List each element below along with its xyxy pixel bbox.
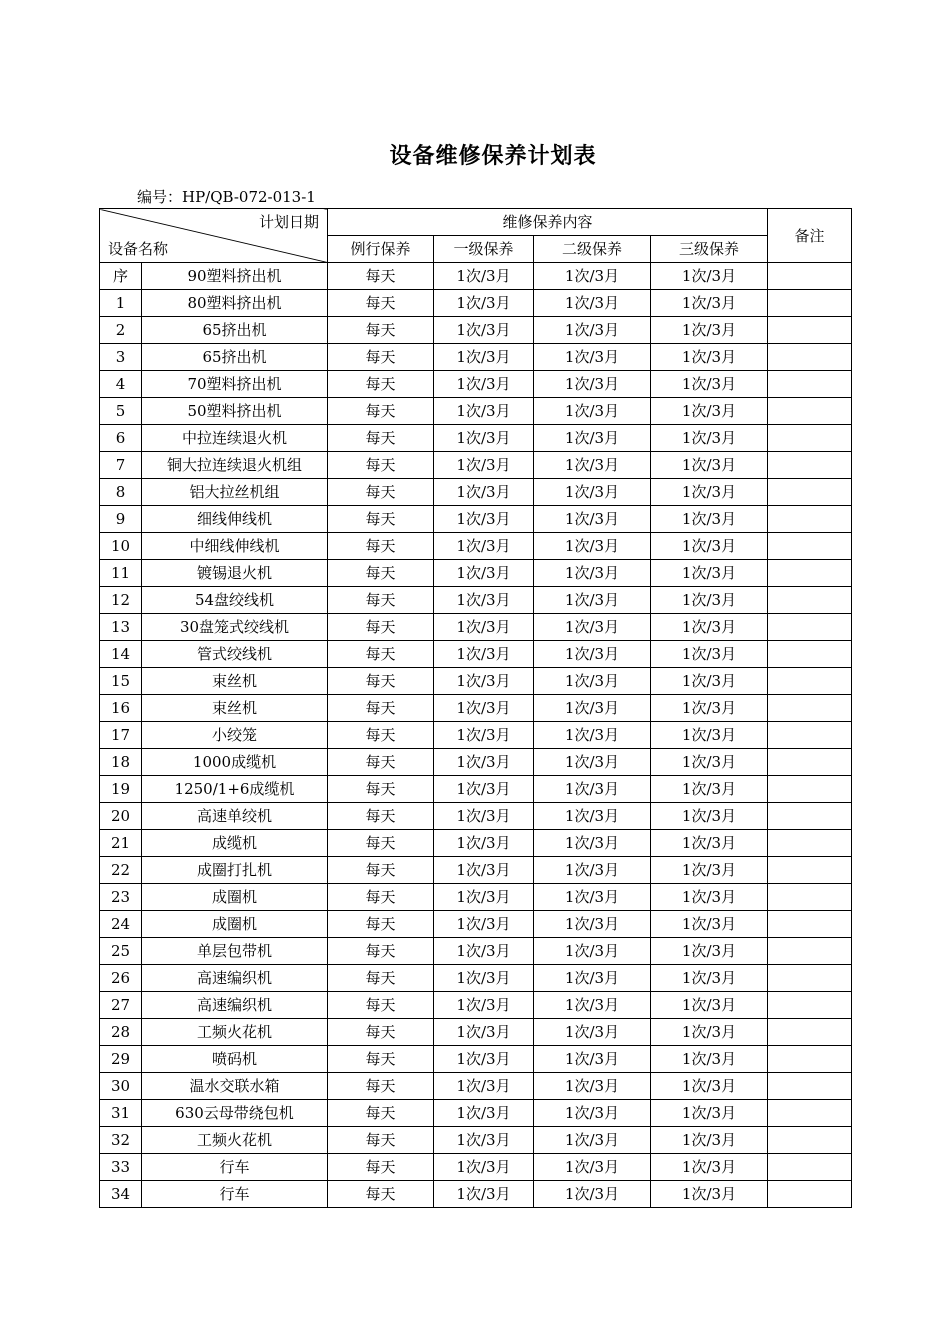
row-number-cell: 21 <box>100 830 142 857</box>
level1-maintenance-cell: 1次/3月 <box>434 1154 534 1181</box>
routine-maintenance-cell: 每天 <box>328 263 434 290</box>
table-row <box>100 533 852 560</box>
table-row <box>100 317 852 344</box>
level2-maintenance-cell: 1次/3月 <box>534 263 651 290</box>
table-row <box>100 290 852 317</box>
level3-maintenance-cell: 1次/3月 <box>651 614 768 641</box>
level2-maintenance-cell: 1次/3月 <box>534 290 651 317</box>
remark-cell <box>768 533 852 560</box>
remark-cell <box>768 776 852 803</box>
row-number-cell: 28 <box>100 1019 142 1046</box>
row-number-cell: 4 <box>100 371 142 398</box>
remark-cell <box>768 263 852 290</box>
level1-maintenance-cell: 1次/3月 <box>434 1100 534 1127</box>
level2-maintenance-cell: 1次/3月 <box>534 1019 651 1046</box>
row-number-cell: 序 <box>100 263 142 290</box>
equipment-name-cell: 工频火花机 <box>142 1019 328 1046</box>
table-row <box>100 263 852 290</box>
remarks-header: 备注 <box>768 209 852 263</box>
level3-maintenance-cell: 1次/3月 <box>651 776 768 803</box>
remark-cell <box>768 722 852 749</box>
table-row <box>100 1073 852 1100</box>
level3-maintenance-cell: 1次/3月 <box>651 452 768 479</box>
remark-cell <box>768 911 852 938</box>
level2-maintenance-cell: 1次/3月 <box>534 452 651 479</box>
equipment-name-cell: 行车 <box>142 1154 328 1181</box>
equipment-name-cell: 高速单绞机 <box>142 803 328 830</box>
routine-maintenance-cell: 每天 <box>328 479 434 506</box>
level2-maintenance-cell: 1次/3月 <box>534 1046 651 1073</box>
level3-maintenance-cell: 1次/3月 <box>651 587 768 614</box>
remark-cell <box>768 857 852 884</box>
level2-maintenance-cell: 1次/3月 <box>534 776 651 803</box>
level1-maintenance-cell: 1次/3月 <box>434 1127 534 1154</box>
level2-maintenance-cell: 1次/3月 <box>534 344 651 371</box>
remark-cell <box>768 290 852 317</box>
level2-maintenance-cell: 1次/3月 <box>534 614 651 641</box>
routine-header: 例行保养 <box>328 236 434 263</box>
routine-maintenance-cell: 每天 <box>328 1046 434 1073</box>
row-number-cell: 26 <box>100 965 142 992</box>
table-row <box>100 587 852 614</box>
level2-maintenance-cell: 1次/3月 <box>534 1154 651 1181</box>
equipment-name-cell: 镀锡退火机 <box>142 560 328 587</box>
remark-cell <box>768 830 852 857</box>
routine-maintenance-cell: 每天 <box>328 1019 434 1046</box>
row-number-cell: 14 <box>100 641 142 668</box>
header-row-1 <box>100 209 852 236</box>
table-row <box>100 452 852 479</box>
level3-maintenance-cell: 1次/3月 <box>651 1154 768 1181</box>
level2-maintenance-cell: 1次/3月 <box>534 560 651 587</box>
level3-maintenance-cell: 1次/3月 <box>651 1073 768 1100</box>
remark-cell <box>768 425 852 452</box>
remark-cell <box>768 1181 852 1208</box>
level3-maintenance-cell: 1次/3月 <box>651 560 768 587</box>
level2-maintenance-cell: 1次/3月 <box>534 992 651 1019</box>
equipment-name-cell: 喷码机 <box>142 1046 328 1073</box>
level3-maintenance-cell: 1次/3月 <box>651 290 768 317</box>
level3-maintenance-cell: 1次/3月 <box>651 803 768 830</box>
level3-maintenance-cell: 1次/3月 <box>651 479 768 506</box>
level3-maintenance-cell: 1次/3月 <box>651 533 768 560</box>
equipment-name-cell: 成圈机 <box>142 884 328 911</box>
level3-maintenance-cell: 1次/3月 <box>651 992 768 1019</box>
remark-cell <box>768 1127 852 1154</box>
level2-maintenance-cell: 1次/3月 <box>534 425 651 452</box>
equipment-name-cell: 铜大拉连续退火机组 <box>142 452 328 479</box>
level3-maintenance-cell: 1次/3月 <box>651 938 768 965</box>
level3-maintenance-cell: 1次/3月 <box>651 371 768 398</box>
level2-maintenance-cell: 1次/3月 <box>534 317 651 344</box>
routine-maintenance-cell: 每天 <box>328 317 434 344</box>
level1-maintenance-cell: 1次/3月 <box>434 992 534 1019</box>
row-number-cell: 32 <box>100 1127 142 1154</box>
plan-date-header: 计划日期 <box>258 213 319 231</box>
level1-maintenance-cell: 1次/3月 <box>434 938 534 965</box>
table-row <box>100 857 852 884</box>
table-row <box>100 830 852 857</box>
remark-cell <box>768 1019 852 1046</box>
row-number-cell: 1 <box>100 290 142 317</box>
row-number-cell: 16 <box>100 695 142 722</box>
level3-maintenance-cell: 1次/3月 <box>651 1046 768 1073</box>
level1-maintenance-cell: 1次/3月 <box>434 1046 534 1073</box>
level1-maintenance-cell: 1次/3月 <box>434 317 534 344</box>
level1-maintenance-cell: 1次/3月 <box>434 614 534 641</box>
level2-maintenance-cell: 1次/3月 <box>534 641 651 668</box>
routine-maintenance-cell: 每天 <box>328 641 434 668</box>
remark-cell <box>768 398 852 425</box>
table-row <box>100 884 852 911</box>
level2-maintenance-cell: 1次/3月 <box>534 938 651 965</box>
remark-cell <box>768 668 852 695</box>
row-number-cell: 24 <box>100 911 142 938</box>
equipment-name-cell: 管式绞线机 <box>142 641 328 668</box>
level2-maintenance-cell: 1次/3月 <box>534 1100 651 1127</box>
row-number-cell: 19 <box>100 776 142 803</box>
table-row <box>100 344 852 371</box>
routine-maintenance-cell: 每天 <box>328 992 434 1019</box>
level2-maintenance-cell: 1次/3月 <box>534 749 651 776</box>
table-row <box>100 425 852 452</box>
level2-maintenance-cell: 1次/3月 <box>534 884 651 911</box>
level1-maintenance-cell: 1次/3月 <box>434 911 534 938</box>
remark-cell <box>768 506 852 533</box>
level2-maintenance-cell: 1次/3月 <box>534 1073 651 1100</box>
equipment-name-cell: 高速编织机 <box>142 965 328 992</box>
row-number-cell: 27 <box>100 992 142 1019</box>
level2-maintenance-cell: 1次/3月 <box>534 830 651 857</box>
row-number-cell: 7 <box>100 452 142 479</box>
level1-maintenance-cell: 1次/3月 <box>434 722 534 749</box>
level1-maintenance-cell: 1次/3月 <box>434 1019 534 1046</box>
equipment-name-cell: 90塑料挤出机 <box>142 263 328 290</box>
equipment-name-cell: 中拉连续退火机 <box>142 425 328 452</box>
routine-maintenance-cell: 每天 <box>328 1181 434 1208</box>
routine-maintenance-cell: 每天 <box>328 830 434 857</box>
equipment-name-cell: 65挤出机 <box>142 317 328 344</box>
level2-maintenance-cell: 1次/3月 <box>534 398 651 425</box>
equipment-name-cell: 成圈打扎机 <box>142 857 328 884</box>
equipment-name-cell: 单层包带机 <box>142 938 328 965</box>
equipment-name-cell: 高速编织机 <box>142 992 328 1019</box>
level3-maintenance-cell: 1次/3月 <box>651 317 768 344</box>
level1-maintenance-cell: 1次/3月 <box>434 506 534 533</box>
remark-cell <box>768 641 852 668</box>
routine-maintenance-cell: 每天 <box>328 668 434 695</box>
equipment-name-cell: 70塑料挤出机 <box>142 371 328 398</box>
equipment-name-cell: 成圈机 <box>142 911 328 938</box>
maintenance-content-header: 维修保养内容 <box>328 209 768 236</box>
level1-header: 一级保养 <box>434 236 534 263</box>
table-row <box>100 614 852 641</box>
level3-maintenance-cell: 1次/3月 <box>651 1127 768 1154</box>
table-row <box>100 506 852 533</box>
level3-maintenance-cell: 1次/3月 <box>651 884 768 911</box>
level1-maintenance-cell: 1次/3月 <box>434 965 534 992</box>
routine-maintenance-cell: 每天 <box>328 398 434 425</box>
equipment-name-cell: 54盘绞线机 <box>142 587 328 614</box>
routine-maintenance-cell: 每天 <box>328 533 434 560</box>
routine-maintenance-cell: 每天 <box>328 560 434 587</box>
table-row <box>100 1019 852 1046</box>
level2-maintenance-cell: 1次/3月 <box>534 911 651 938</box>
level3-maintenance-cell: 1次/3月 <box>651 911 768 938</box>
level3-maintenance-cell: 1次/3月 <box>651 506 768 533</box>
level2-maintenance-cell: 1次/3月 <box>534 1181 651 1208</box>
equipment-name-cell: 1000成缆机 <box>142 749 328 776</box>
table-row <box>100 668 852 695</box>
remark-cell <box>768 1100 852 1127</box>
table-row <box>100 992 852 1019</box>
level2-maintenance-cell: 1次/3月 <box>534 803 651 830</box>
level3-maintenance-cell: 1次/3月 <box>651 263 768 290</box>
routine-maintenance-cell: 每天 <box>328 938 434 965</box>
equipment-name-cell: 束丝机 <box>142 695 328 722</box>
remark-cell <box>768 938 852 965</box>
equipment-name-cell: 成缆机 <box>142 830 328 857</box>
routine-maintenance-cell: 每天 <box>328 911 434 938</box>
routine-maintenance-cell: 每天 <box>328 587 434 614</box>
table-row <box>100 560 852 587</box>
routine-maintenance-cell: 每天 <box>328 1100 434 1127</box>
level3-maintenance-cell: 1次/3月 <box>651 830 768 857</box>
equipment-name-cell: 行车 <box>142 1181 328 1208</box>
level3-maintenance-cell: 1次/3月 <box>651 1100 768 1127</box>
level3-maintenance-cell: 1次/3月 <box>651 425 768 452</box>
equipment-name-cell: 50塑料挤出机 <box>142 398 328 425</box>
remark-cell <box>768 965 852 992</box>
level1-maintenance-cell: 1次/3月 <box>434 776 534 803</box>
page-title: 设备维修保养计划表 <box>389 144 597 169</box>
diagonal-header-cell <box>100 209 328 263</box>
level1-maintenance-cell: 1次/3月 <box>434 695 534 722</box>
equipment-name-cell: 小绞笼 <box>142 722 328 749</box>
routine-maintenance-cell: 每天 <box>328 371 434 398</box>
level2-maintenance-cell: 1次/3月 <box>534 587 651 614</box>
level2-header: 二级保养 <box>534 236 651 263</box>
row-number-cell: 8 <box>100 479 142 506</box>
equipment-name-cell: 630云母带绕包机 <box>142 1100 328 1127</box>
row-number-cell: 20 <box>100 803 142 830</box>
equipment-name-header: 设备名称 <box>108 240 169 258</box>
level1-maintenance-cell: 1次/3月 <box>434 803 534 830</box>
level3-maintenance-cell: 1次/3月 <box>651 749 768 776</box>
row-number-cell: 15 <box>100 668 142 695</box>
routine-maintenance-cell: 每天 <box>328 344 434 371</box>
level1-maintenance-cell: 1次/3月 <box>434 1181 534 1208</box>
document-number: 编号：HP/QB-072-013-1 <box>137 188 316 206</box>
remark-cell <box>768 1154 852 1181</box>
row-number-cell: 30 <box>100 1073 142 1100</box>
level3-maintenance-cell: 1次/3月 <box>651 722 768 749</box>
level1-maintenance-cell: 1次/3月 <box>434 479 534 506</box>
row-number-cell: 22 <box>100 857 142 884</box>
equipment-name-cell: 铝大拉丝机组 <box>142 479 328 506</box>
row-number-cell: 6 <box>100 425 142 452</box>
table-row <box>100 398 852 425</box>
table-row <box>100 722 852 749</box>
row-number-cell: 10 <box>100 533 142 560</box>
table-row <box>100 965 852 992</box>
routine-maintenance-cell: 每天 <box>328 1073 434 1100</box>
remark-cell <box>768 614 852 641</box>
level3-maintenance-cell: 1次/3月 <box>651 965 768 992</box>
table-row <box>100 1127 852 1154</box>
remark-cell <box>768 560 852 587</box>
level3-maintenance-cell: 1次/3月 <box>651 344 768 371</box>
level2-maintenance-cell: 1次/3月 <box>534 695 651 722</box>
level1-maintenance-cell: 1次/3月 <box>434 398 534 425</box>
equipment-name-cell: 80塑料挤出机 <box>142 290 328 317</box>
equipment-name-cell: 30盘笼式绞线机 <box>142 614 328 641</box>
row-number-cell: 5 <box>100 398 142 425</box>
level1-maintenance-cell: 1次/3月 <box>434 1073 534 1100</box>
level1-maintenance-cell: 1次/3月 <box>434 452 534 479</box>
table-row <box>100 1154 852 1181</box>
table-row <box>100 938 852 965</box>
routine-maintenance-cell: 每天 <box>328 695 434 722</box>
equipment-name-cell: 1250/1+6成缆机 <box>142 776 328 803</box>
equipment-name-cell: 工频火花机 <box>142 1127 328 1154</box>
table-row <box>100 1100 852 1127</box>
table-row <box>100 911 852 938</box>
remark-cell <box>768 884 852 911</box>
row-number-cell: 31 <box>100 1100 142 1127</box>
row-number-cell: 29 <box>100 1046 142 1073</box>
row-number-cell: 17 <box>100 722 142 749</box>
table-row <box>100 749 852 776</box>
level2-maintenance-cell: 1次/3月 <box>534 479 651 506</box>
row-number-cell: 23 <box>100 884 142 911</box>
remark-cell <box>768 803 852 830</box>
routine-maintenance-cell: 每天 <box>328 1154 434 1181</box>
level1-maintenance-cell: 1次/3月 <box>434 884 534 911</box>
table-row <box>100 479 852 506</box>
level2-maintenance-cell: 1次/3月 <box>534 857 651 884</box>
level2-maintenance-cell: 1次/3月 <box>534 533 651 560</box>
level3-header: 三级保养 <box>651 236 768 263</box>
routine-maintenance-cell: 每天 <box>328 857 434 884</box>
remark-cell <box>768 695 852 722</box>
level2-maintenance-cell: 1次/3月 <box>534 1127 651 1154</box>
routine-maintenance-cell: 每天 <box>328 749 434 776</box>
remark-cell <box>768 1046 852 1073</box>
table-row <box>100 803 852 830</box>
level3-maintenance-cell: 1次/3月 <box>651 1019 768 1046</box>
level1-maintenance-cell: 1次/3月 <box>434 641 534 668</box>
level1-maintenance-cell: 1次/3月 <box>434 830 534 857</box>
row-number-cell: 11 <box>100 560 142 587</box>
level3-maintenance-cell: 1次/3月 <box>651 695 768 722</box>
table-row <box>100 371 852 398</box>
level1-maintenance-cell: 1次/3月 <box>434 560 534 587</box>
level1-maintenance-cell: 1次/3月 <box>434 668 534 695</box>
remark-cell <box>768 371 852 398</box>
equipment-name-cell: 65挤出机 <box>142 344 328 371</box>
level1-maintenance-cell: 1次/3月 <box>434 587 534 614</box>
level3-maintenance-cell: 1次/3月 <box>651 398 768 425</box>
row-number-cell: 33 <box>100 1154 142 1181</box>
row-number-cell: 34 <box>100 1181 142 1208</box>
row-number-cell: 25 <box>100 938 142 965</box>
equipment-name-cell: 细线伸线机 <box>142 506 328 533</box>
routine-maintenance-cell: 每天 <box>328 425 434 452</box>
level1-maintenance-cell: 1次/3月 <box>434 290 534 317</box>
routine-maintenance-cell: 每天 <box>328 506 434 533</box>
level2-maintenance-cell: 1次/3月 <box>534 722 651 749</box>
table-row <box>100 776 852 803</box>
row-number-cell: 3 <box>100 344 142 371</box>
level3-maintenance-cell: 1次/3月 <box>651 857 768 884</box>
level2-maintenance-cell: 1次/3月 <box>534 371 651 398</box>
level3-maintenance-cell: 1次/3月 <box>651 1181 768 1208</box>
routine-maintenance-cell: 每天 <box>328 614 434 641</box>
row-number-cell: 2 <box>100 317 142 344</box>
maintenance-plan-table <box>99 208 852 1208</box>
row-number-cell: 13 <box>100 614 142 641</box>
row-number-cell: 18 <box>100 749 142 776</box>
routine-maintenance-cell: 每天 <box>328 452 434 479</box>
table-row <box>100 1046 852 1073</box>
level1-maintenance-cell: 1次/3月 <box>434 425 534 452</box>
routine-maintenance-cell: 每天 <box>328 722 434 749</box>
level2-maintenance-cell: 1次/3月 <box>534 668 651 695</box>
remark-cell <box>768 1073 852 1100</box>
remark-cell <box>768 452 852 479</box>
remark-cell <box>768 344 852 371</box>
level1-maintenance-cell: 1次/3月 <box>434 749 534 776</box>
equipment-name-cell: 中细线伸线机 <box>142 533 328 560</box>
level3-maintenance-cell: 1次/3月 <box>651 641 768 668</box>
table-row <box>100 1181 852 1208</box>
routine-maintenance-cell: 每天 <box>328 1127 434 1154</box>
row-number-cell: 9 <box>100 506 142 533</box>
level2-maintenance-cell: 1次/3月 <box>534 965 651 992</box>
level1-maintenance-cell: 1次/3月 <box>434 371 534 398</box>
remark-cell <box>768 479 852 506</box>
level3-maintenance-cell: 1次/3月 <box>651 668 768 695</box>
table-row <box>100 641 852 668</box>
remark-cell <box>768 587 852 614</box>
level1-maintenance-cell: 1次/3月 <box>434 344 534 371</box>
routine-maintenance-cell: 每天 <box>328 884 434 911</box>
table-row <box>100 695 852 722</box>
level1-maintenance-cell: 1次/3月 <box>434 263 534 290</box>
level2-maintenance-cell: 1次/3月 <box>534 506 651 533</box>
level1-maintenance-cell: 1次/3月 <box>434 533 534 560</box>
level1-maintenance-cell: 1次/3月 <box>434 857 534 884</box>
routine-maintenance-cell: 每天 <box>328 803 434 830</box>
equipment-name-cell: 温水交联水箱 <box>142 1073 328 1100</box>
routine-maintenance-cell: 每天 <box>328 965 434 992</box>
remark-cell <box>768 317 852 344</box>
remark-cell <box>768 749 852 776</box>
routine-maintenance-cell: 每天 <box>328 776 434 803</box>
remark-cell <box>768 992 852 1019</box>
routine-maintenance-cell: 每天 <box>328 290 434 317</box>
equipment-name-cell: 束丝机 <box>142 668 328 695</box>
row-number-cell: 12 <box>100 587 142 614</box>
